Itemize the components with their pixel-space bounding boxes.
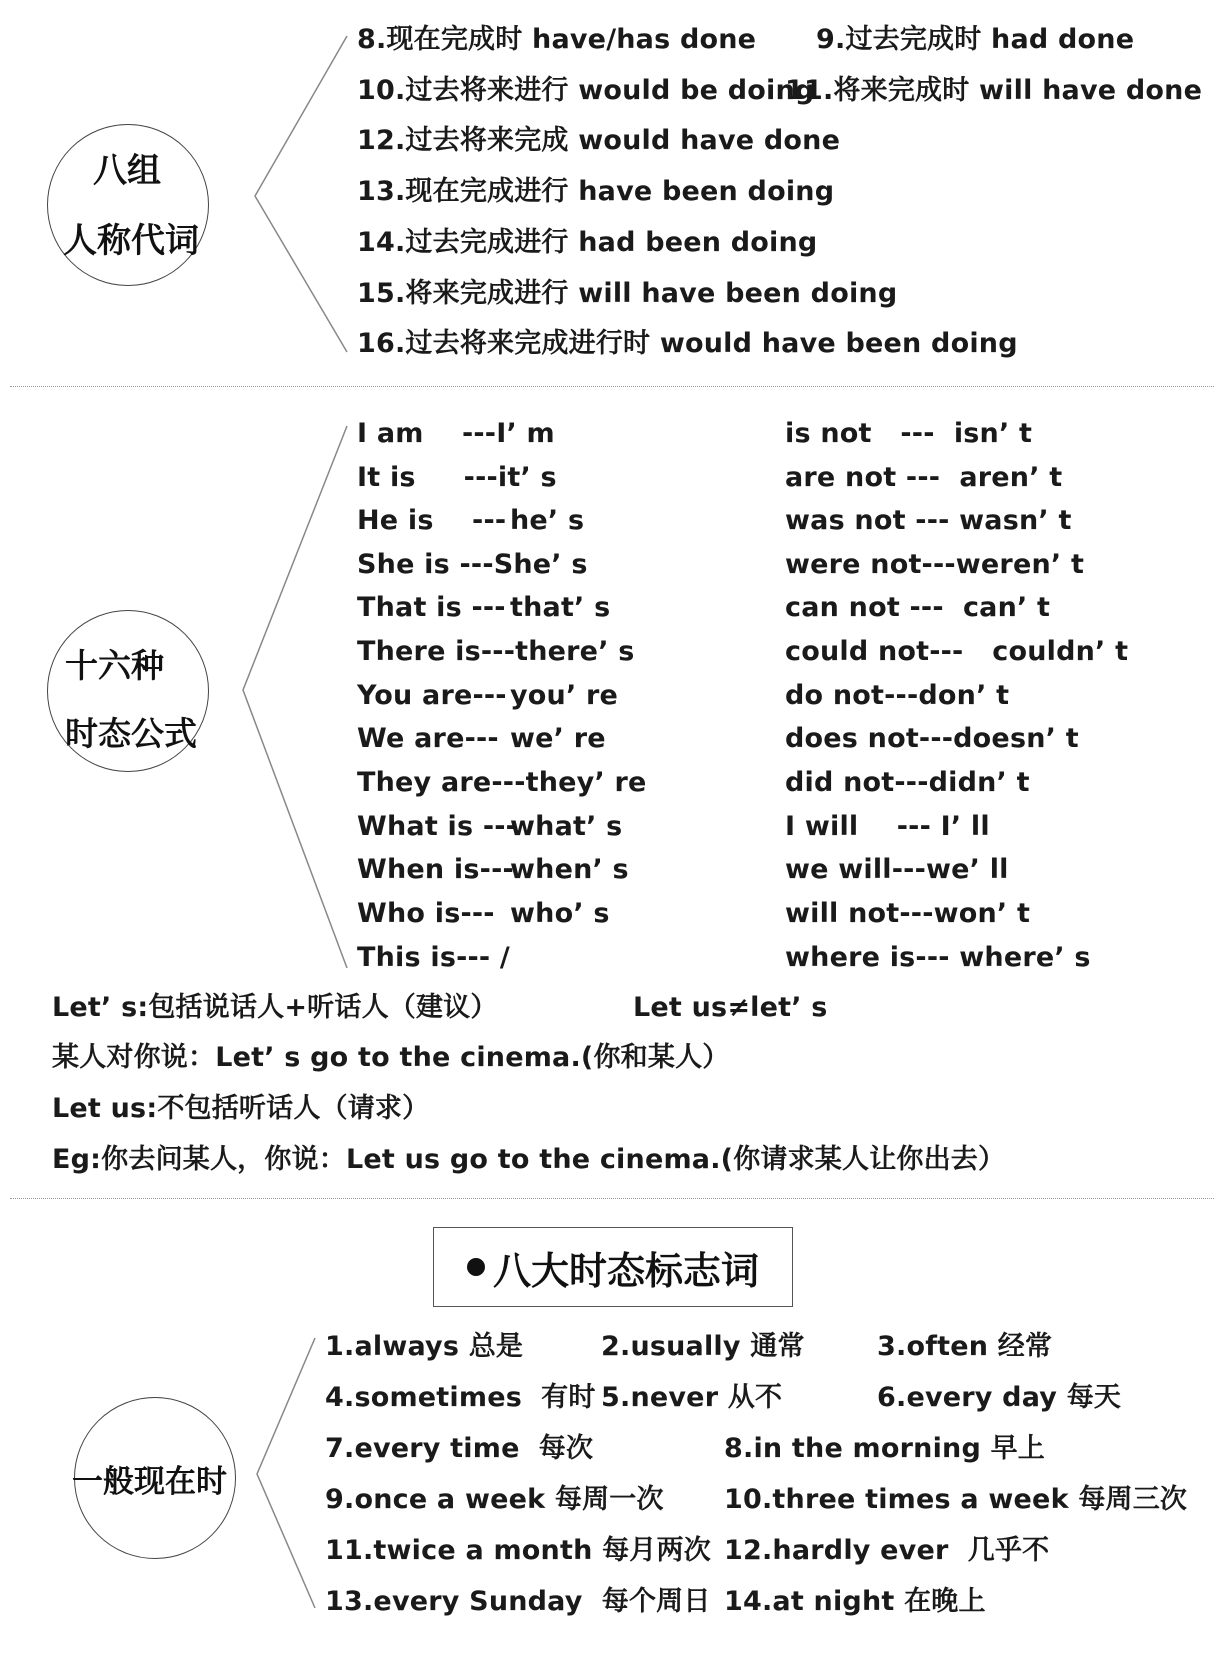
contraction-right-11: we will---we’ ll [785, 854, 1009, 885]
bullet-icon [467, 1258, 485, 1276]
section1-bracket [255, 36, 347, 352]
tense-15: 15.将来完成进行 will have been doing [357, 278, 898, 309]
contraction-left-12a: Who is--- [357, 898, 495, 929]
contraction-right-13: where is--- where’ s [785, 942, 1091, 973]
contraction-right-7: do not---don’ t [785, 680, 1010, 711]
note-lets: Let’ s:包括说话人+听话人（建议） [52, 992, 498, 1023]
signal-5: 5.never 从不 [601, 1382, 783, 1413]
contraction-right-1: is not --- isn’ t [785, 418, 1033, 449]
contraction-right-8: does not---doesn’ t [785, 723, 1079, 754]
section1-circle-line1: 八组 [93, 151, 161, 191]
signal-2: 2.usually 通常 [601, 1331, 805, 1362]
signal-9: 9.once a week 每周一次 [325, 1484, 664, 1515]
signal-10: 10.three times a week 每周三次 [724, 1484, 1188, 1515]
divider-1 [10, 386, 1214, 387]
contraction-left-10b: what’ s [510, 811, 623, 842]
contraction-left-12b: who’ s [510, 898, 610, 929]
contraction-right-12: will not---won’ t [785, 898, 1031, 929]
tense-14: 14.过去完成进行 had been doing [357, 227, 818, 258]
section2-bracket [243, 426, 347, 968]
contraction-left-2: It is ---it’ s [357, 462, 557, 493]
contraction-left-13: This is--- / [357, 942, 510, 973]
contraction-right-3: was not --- wasn’ t [785, 505, 1072, 536]
contraction-left-5b: that’ s [510, 592, 611, 623]
divider-2 [10, 1198, 1214, 1199]
note-let-us: Let us:不包括听话人（请求） [52, 1093, 430, 1124]
tense-12: 12.过去将来完成 would have done [357, 125, 841, 156]
contraction-left-7b: you’ re [510, 680, 619, 711]
contraction-right-5: can not --- can’ t [785, 592, 1051, 623]
signal-12: 12.hardly ever 几乎不 [724, 1535, 1050, 1566]
signal-11: 11.twice a month 每月两次 [325, 1535, 711, 1566]
signal-6: 6.every day 每天 [877, 1382, 1122, 1413]
section3-title-box [433, 1227, 793, 1307]
contraction-left-10a: What is --- [357, 811, 518, 842]
contraction-left-9: They are---they’ re [357, 767, 647, 798]
contraction-left-8b: we’ re [510, 723, 606, 754]
note-example-1: 某人对你说：Let’ s go to the cinema.(你和某人） [52, 1042, 730, 1073]
section3-bracket [257, 1338, 315, 1608]
signal-14: 14.at night 在晚上 [724, 1586, 986, 1617]
tense-13: 13.现在完成进行 have been doing [357, 176, 835, 207]
contraction-right-2: are not --- aren’ t [785, 462, 1063, 493]
signal-4: 4.sometimes 有时 [325, 1382, 596, 1413]
contraction-left-8a: We are--- [357, 723, 499, 754]
section1-circle-line2: 人称代词 [63, 221, 199, 261]
tense-9: 9.过去完成时 had done [816, 24, 1135, 55]
section3-title: 八大时态标志词 [492, 1248, 759, 1293]
contraction-right-6: could not--- couldn’ t [785, 636, 1129, 667]
signal-7: 7.every time 每次 [325, 1433, 594, 1464]
contraction-left-7a: You are--- [357, 680, 507, 711]
signal-3: 3.often 经常 [877, 1331, 1053, 1362]
section3-circle-label: 一般现在时 [72, 1464, 227, 1500]
signal-8: 8.in the morning 早上 [724, 1433, 1045, 1464]
contraction-left-1: I am ---I’ m [357, 418, 555, 449]
signal-1: 1.always 总是 [325, 1331, 524, 1362]
note-example-2: Eg:你去问某人，你说：Let us go to the cinema.(你请求某人让你出去） [52, 1144, 1006, 1175]
contraction-left-5a: That is --- [357, 592, 506, 623]
signal-13: 13.every Sunday 每个周日 [325, 1586, 711, 1617]
contraction-right-9: did not---didn’ t [785, 767, 1030, 798]
contraction-left-11b: when’ s [510, 854, 629, 885]
contraction-left-6: There is---there’ s [357, 636, 635, 667]
tense-11: 11.将来完成时 will have done [785, 75, 1203, 106]
tense-10: 10.过去将来进行 would be doing [357, 75, 815, 106]
tense-8: 8.现在完成时 have/has done [357, 24, 757, 55]
contraction-left-3b: he’ s [510, 505, 585, 536]
section2-circle-line1: 十六种 [65, 646, 164, 685]
contraction-left-11a: When is--- [357, 854, 514, 885]
contraction-right-4: were not---weren’ t [785, 549, 1085, 580]
tense-16: 16.过去将来完成进行时 would have been doing [357, 328, 1018, 359]
section2-circle-line2: 时态公式 [65, 714, 197, 753]
contraction-right-10: I will --- I’ ll [785, 811, 990, 842]
contraction-left-4: She is ---She’ s [357, 549, 588, 580]
contraction-left-3a: He is --- [357, 505, 507, 536]
note-let-us-neq: Let us≠let’ s [633, 992, 828, 1023]
